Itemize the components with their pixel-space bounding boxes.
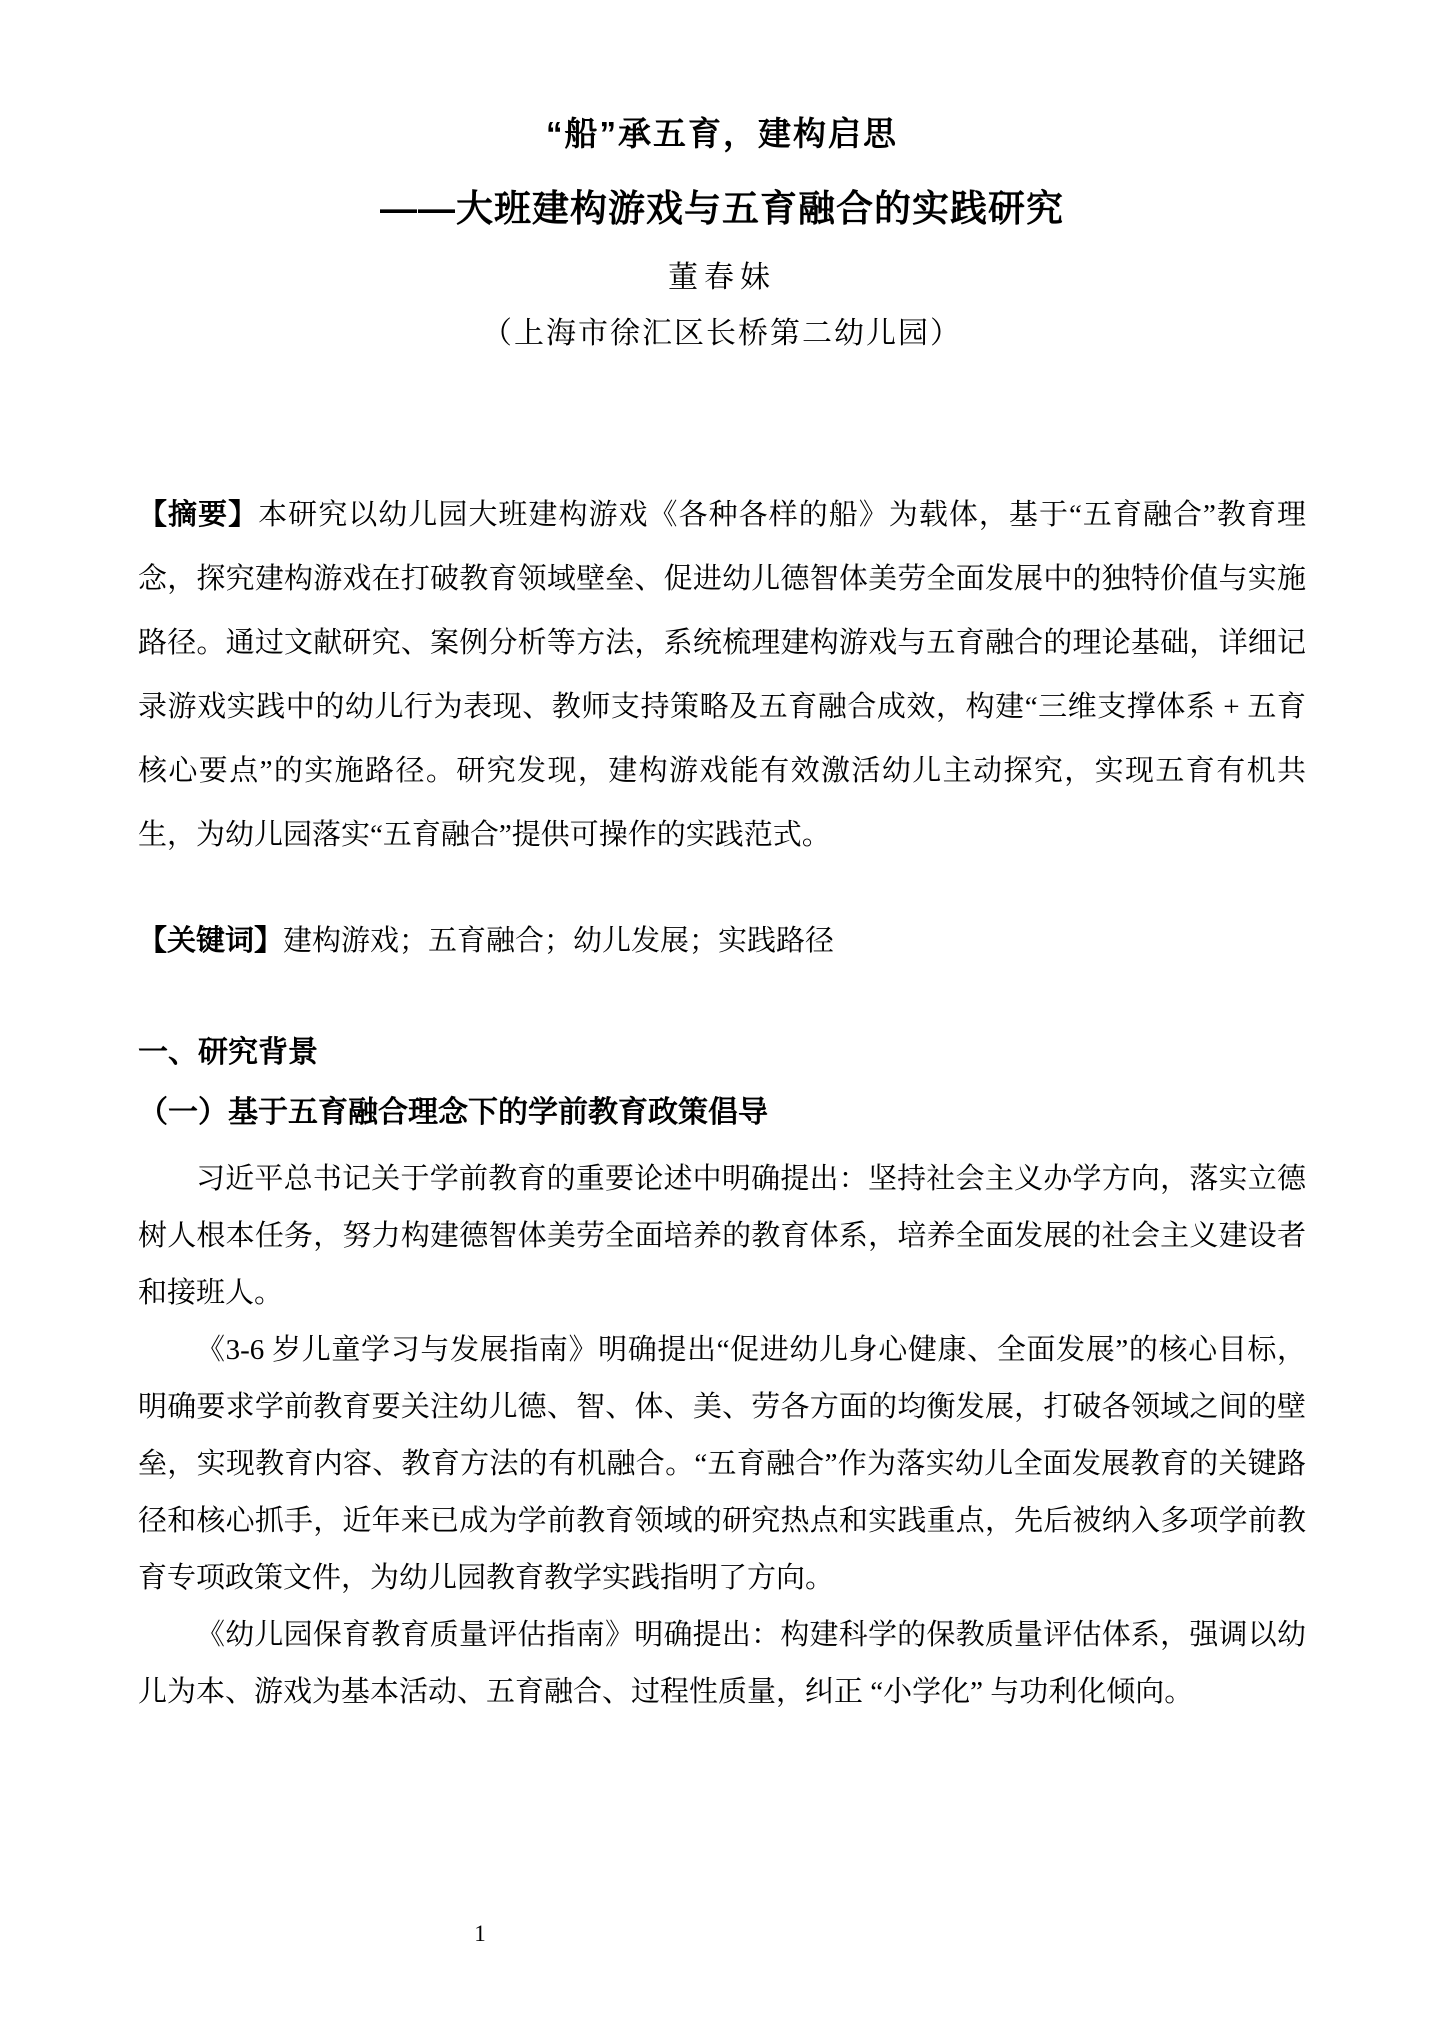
author-affiliation: （上海市徐汇区长桥第二幼儿园） bbox=[482, 317, 962, 350]
section-heading-research-background: 一、研究背景 bbox=[138, 1036, 318, 1069]
body-paragraph: 《幼儿园保育教育质量评估指南》明确提出：构建科学的保教质量评估体系，强调以幼儿为本、游戏为基本活动、五育融合、过程性质量，纠正 “小学化” 与功利化倾向。 bbox=[138, 1619, 1306, 1708]
keywords-text: 建构游戏；五育融合；幼儿发展；实践路径 bbox=[283, 925, 835, 957]
paper-title: “船”承五育，建构启思 bbox=[546, 115, 898, 152]
subsection-heading-policy-advocacy: （一）基于五育融合理念下的学前教育政策倡导 bbox=[138, 1096, 768, 1129]
paper-subtitle: ——大班建构游戏与五育融合的实践研究 bbox=[380, 188, 1064, 229]
keywords-label: 【关键词】 bbox=[138, 925, 284, 957]
keywords-line bbox=[138, 909, 1306, 973]
page-number: 1 bbox=[474, 1921, 486, 1946]
body-paragraph: 《3-6 岁儿童学习与发展指南》明确提出“促进幼儿身心健康、全面发展”的核心目标，明确要求学前教育要关注幼儿德、智、体、美、劳各方面的均衡发展，打破各领域之间的壁垒，实现教育内容、教育方法的有机融合。“五育融合”作为落实幼儿全面发展教育的关键路径和核心抓手，近年来已成为学前教育领域的研究热点和实践重点，先后被纳入多项学前教育专项政策文件，为幼儿园教育教学实践指明了方向。 bbox=[138, 1334, 1306, 1594]
abstract-text: 本研究以幼儿园大班建构游戏《各种各样的船》为载体，基于“五育融合”教育理念，探究建构游戏在打破教育领域壁垒、促进幼儿德智体美劳全面发展中的独特价值与实施路径。通过文献研究、案例分析等方法，系统梳理建构游戏与五育融合的理论基础，详细记录游戏实践中的幼儿行为表现、教师支持策略及五育融合成效，构建“三维支撑体系 + 五育核心要点”的实施路径。研究发现，建构游戏能有效激活幼儿主动探究，实现五育有机共生，为幼儿园落实“五育融合”提供可操作的实践范式。 bbox=[138, 499, 1306, 851]
abstract-label: 【摘要】 bbox=[138, 499, 259, 531]
abstract-paragraph bbox=[138, 483, 1306, 867]
body-paragraph: 习近平总书记关于学前教育的重要论述中明确提出：坚持社会主义办学方向，落实立德树人根本任务，努力构建德智体美劳全面培养的教育体系，培养全面发展的社会主义建设者和接班人。 bbox=[138, 1163, 1306, 1309]
author-name: 董春妹 bbox=[668, 261, 776, 294]
